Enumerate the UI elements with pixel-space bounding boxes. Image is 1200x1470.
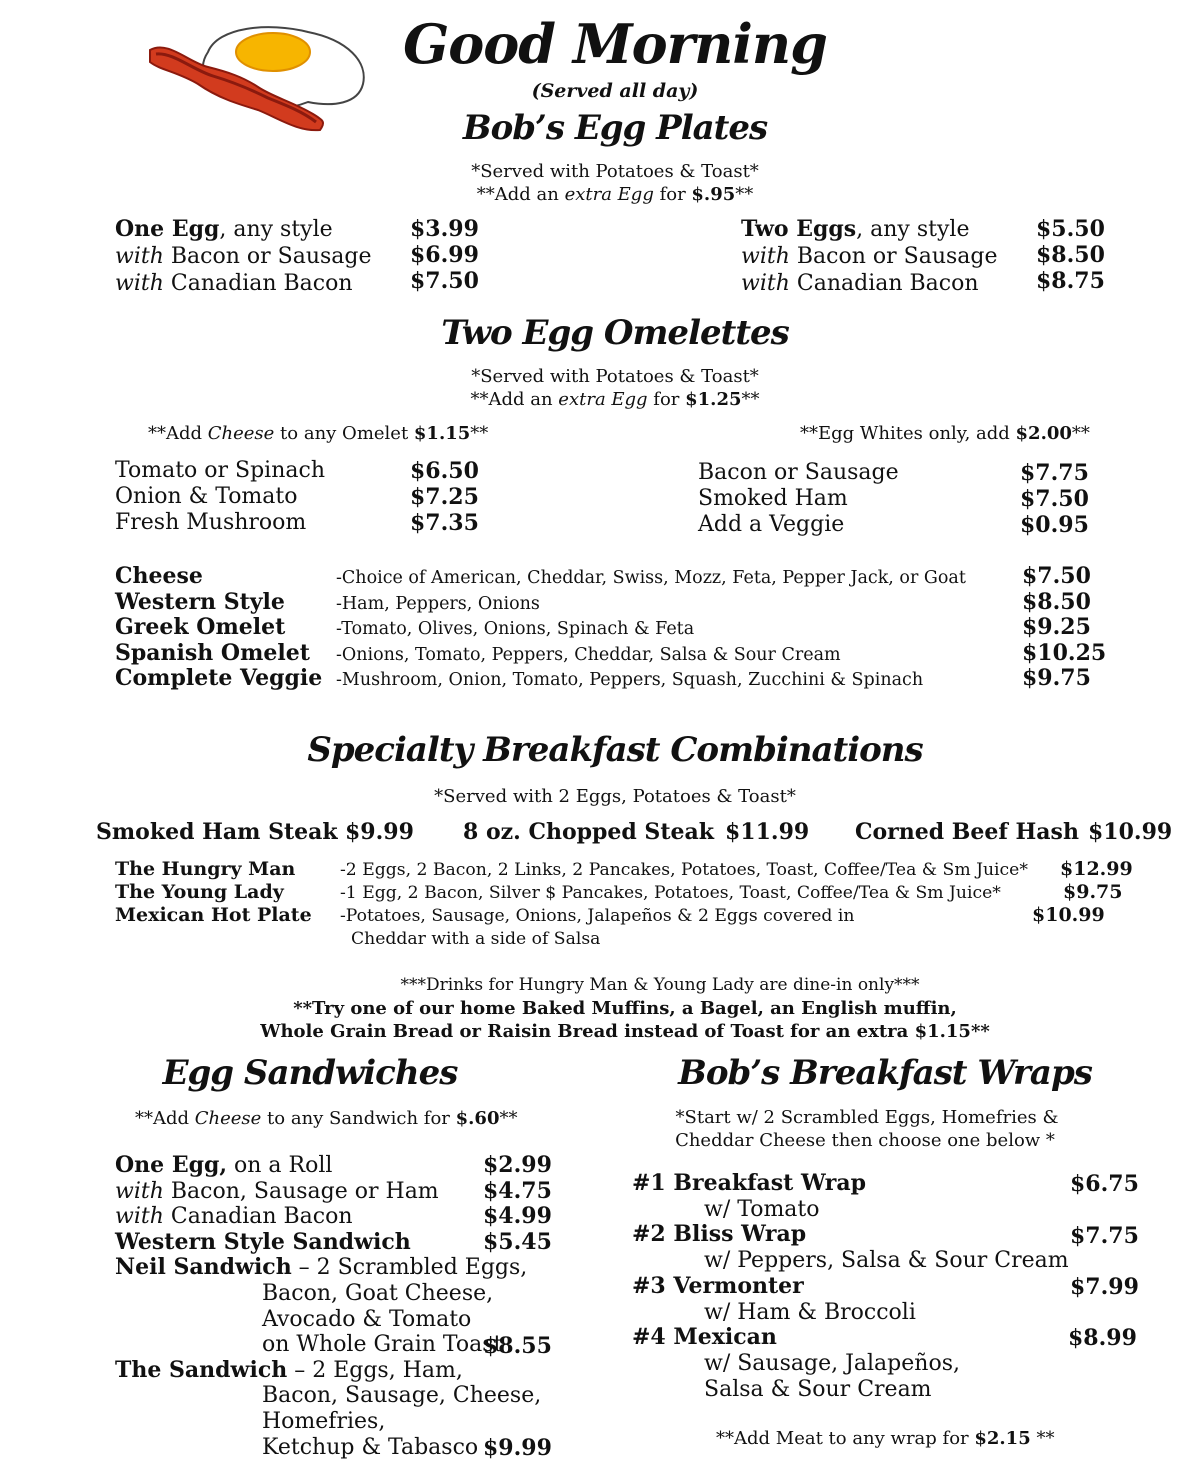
price: $6.99 [410,242,479,268]
omelettes-whites-note: **Egg Whites only, add $2.00** [800,423,1090,444]
egg-plates-left-list [115,216,372,297]
menu-item: with Canadian Bacon [115,1204,353,1230]
neil-sandwich-price: $8.55 [483,1333,552,1359]
item-description: -Mushroom, Onion, Tomato, Peppers, Squash, Zucchini & Spinach [336,670,924,691]
combo-plate-price: $10.99 [1032,904,1105,926]
menu-item: The Young Lady [115,881,284,903]
menu-item: #1 Breakfast Wrap [632,1170,866,1196]
menu-item: Greek Omelet [115,614,286,641]
combo-plate-descriptions [340,859,1028,951]
specialty-omelet-descriptions [336,566,966,694]
menu-item: The Hungry Man [115,858,296,880]
combo-plate-price: $9.75 [1063,881,1123,903]
wrap-price: $7.75 [1070,1223,1139,1249]
breakfast-wraps-heading: Bob’s Breakfast Wraps [678,1053,1092,1093]
price: $8.50 [1036,242,1105,268]
item-description: Bacon, Sausage, Cheese, [262,1383,542,1409]
steak-item: 8 oz. Chopped Steak [463,819,714,845]
price: $5.45 [483,1228,552,1255]
specialty-omelet-names [115,564,322,692]
combo-plate-names [115,858,312,927]
steak-price: $11.99 [725,819,810,845]
menu-item: Tomato or Spinach [115,458,325,483]
price: $7.50 [1022,563,1091,589]
specialty-omelet-prices [1022,564,1106,692]
egg-sandwiches-heading: Egg Sandwiches [162,1053,458,1093]
menu-item: with Bacon or Sausage [115,244,372,269]
egg-plates-note: *Served with Potatoes & Toast* [471,161,759,182]
price: $7.75 [1020,460,1089,486]
menu-item: Complete Veggie [115,665,323,692]
price: $4.75 [483,1177,552,1204]
menu-item: Spanish Omelet [115,639,310,666]
egg-and-bacon-icon [148,22,378,142]
drinks-note: ***Drinks for Hungry Man & Young Lady are dine-in only*** [400,975,920,995]
menu-item: Cheese [115,563,203,589]
omelettes-left-list [115,458,325,536]
the-sandwich-price: $9.99 [483,1435,552,1461]
menu-item: Mexican Hot Plate [115,904,312,926]
item-description: -Choice of American, Cheddar, Swiss, Mozz, Feta, Pepper Jack, or Goat [336,568,966,588]
item-description: w/ Tomato [704,1196,820,1222]
price: $10.25 [1022,639,1107,666]
egg-plates-right-prices [1036,216,1105,294]
menu-item: Western Style Sandwich [115,1228,411,1255]
sandwich-prices [483,1153,552,1255]
steak-price: $10.99 [1088,819,1173,845]
menu-item: Neil Sandwich – 2 Scrambled Eggs, [115,1254,528,1281]
price: $9.25 [1022,614,1091,641]
item-description: -Tomato, Olives, Onions, Spinach & Feta [336,619,695,640]
menu-item: #3 Vermonter [632,1272,804,1299]
menu-item: with Canadian Bacon [115,271,353,296]
item-description: Cheddar with a side of Salsa [351,929,601,949]
price: $7.25 [410,484,479,510]
menu-item: Bacon or Sausage [698,460,899,485]
served-all-day-note: (Served all day) [531,80,699,102]
price: $4.99 [483,1203,552,1230]
item-description: -Ham, Peppers, Onions [336,593,540,614]
page-title: Good Morning [403,12,827,76]
omelettes-heading: Two Egg Omelettes [441,313,789,353]
wraps-meat-note: **Add Meat to any wrap for $2.15 ** [716,1428,1055,1449]
menu-item: #4 Mexican [632,1324,777,1351]
combo-plate-price: $12.99 [1060,858,1133,880]
combinations-note: *Served with 2 Eggs, Potatoes & Toast* [434,786,796,807]
omelettes-left-prices [410,458,479,536]
menu-item: with Canadian Bacon [741,271,979,296]
item-description: w/ Sausage, Jalapeños, [704,1350,960,1376]
item-description: w/ Peppers, Salsa & Sour Cream [704,1248,1069,1274]
omelettes-extra-egg-note: **Add an extra Egg for $1.25** [470,389,760,410]
item-description: Salsa & Sour Cream [704,1376,932,1402]
omelettes-right-prices [1020,460,1089,538]
combinations-heading: Specialty Breakfast Combinations [307,730,923,770]
menu-item: Western Style [115,588,285,615]
price: $7.50 [1020,486,1089,512]
price: $7.50 [410,268,479,294]
steak-price: $9.99 [345,819,414,845]
menu-item: The Sandwich – 2 Eggs, Ham, [115,1356,463,1383]
egg-plates-heading: Bob’s Egg Plates [462,108,768,148]
price: $9.75 [1022,665,1091,692]
item-description: on Whole Grain Toast [262,1332,503,1358]
price: $8.50 [1022,588,1091,615]
price: $0.95 [1020,512,1089,538]
muffin-note-line1: **Try one of our home Baked Muffins, a Bagel, an English muffin, [293,998,957,1019]
menu-item: Smoked Ham [698,486,848,511]
item-description: -2 Eggs, 2 Bacon, 2 Links, 2 Pancakes, Potatoes, Toast, Coffee/Tea & Sm Juice* [340,860,1028,880]
menu-item: One Egg, any style [115,216,333,242]
item-description: Homefries, [262,1408,386,1434]
item-description: Bacon, Goat Cheese, [262,1280,494,1306]
menu-item: Fresh Mushroom [115,510,307,535]
sandwich-cheese-note: **Add Cheese to any Sandwich for $.60** [135,1108,518,1129]
menu-item: #2 Bliss Wrap [632,1221,807,1248]
price: $2.99 [483,1152,552,1178]
item-description: w/ Ham & Broccoli [704,1299,916,1325]
menu-item: Onion & Tomato [115,484,298,509]
price: $3.99 [410,216,479,242]
menu-item: with Bacon, Sausage or Ham [115,1178,439,1204]
omelettes-note: *Served with Potatoes & Toast* [471,366,759,387]
wrap-list [632,1171,1069,1402]
price: $7.35 [410,510,479,536]
omelettes-cheese-note: **Add Cheese to any Omelet $1.15** [148,423,489,444]
egg-plates-left-prices [410,216,479,294]
egg-plates-right-list [741,216,998,297]
wrap-price: $8.99 [1068,1325,1137,1351]
price: $5.50 [1036,216,1105,242]
menu-item: Two Eggs, any style [741,216,970,242]
price: $6.50 [410,458,479,484]
price: $8.75 [1036,268,1105,294]
item-description: -1 Egg, 2 Bacon, Silver $ Pancakes, Potatoes, Toast, Coffee/Tea & Sm Juice* [340,883,1001,903]
menu-item: Add a Veggie [698,512,845,537]
egg-plates-extra-egg-note: **Add an extra Egg for $.95** [476,184,754,205]
steak-item: Smoked Ham Steak [96,819,338,845]
wrap-price: $7.99 [1070,1274,1139,1300]
item-description: Avocado & Tomato [262,1306,472,1332]
item-description: -Potatoes, Sausage, Onions, Jalapeños & 2 Eggs covered in [340,906,855,926]
wrap-price: $6.75 [1070,1171,1139,1197]
wraps-note-line2: Cheddar Cheese then choose one below * [675,1130,1055,1151]
item-description: -Onions, Tomato, Peppers, Cheddar, Salsa & Sour Cream [336,644,841,665]
menu-item: One Egg, on a Roll [115,1152,333,1178]
sandwich-list [115,1153,541,1460]
omelettes-right-list [698,460,899,538]
muffin-note-line2: Whole Grain Bread or Raisin Bread instead of Toast for an extra $1.15** [260,1021,990,1042]
item-description: Ketchup & Tabasco [262,1434,479,1460]
menu-item: with Bacon or Sausage [741,244,998,269]
wraps-note-line1: *Start w/ 2 Scrambled Eggs, Homefries & [675,1107,1059,1128]
steak-item: Corned Beef Hash [855,819,1079,845]
